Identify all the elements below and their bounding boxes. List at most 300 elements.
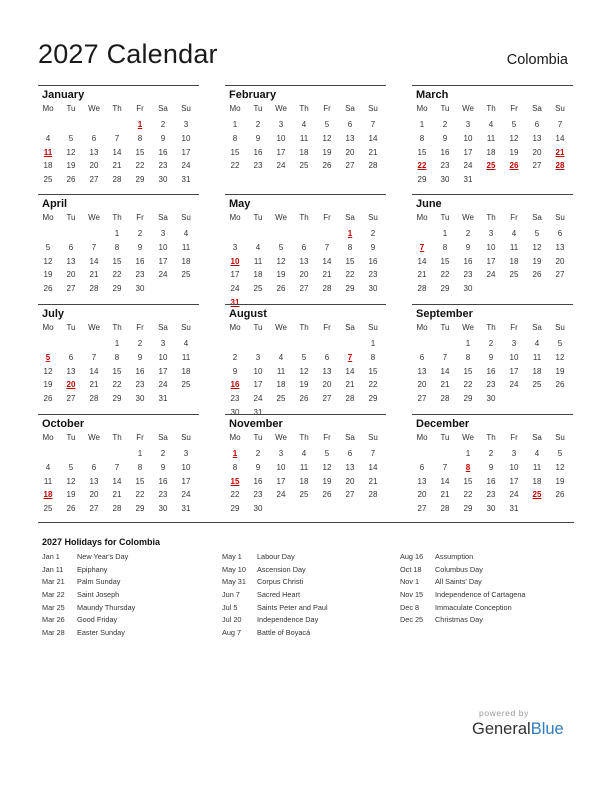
calendar-day: 26 [66, 504, 76, 514]
calendar-day: 5 [557, 449, 563, 458]
holiday-name: Assumption [435, 552, 474, 561]
weekday-label: Sa [345, 104, 355, 113]
calendar-day: 27 [532, 161, 542, 171]
calendar-day: 2 [488, 339, 494, 348]
calendar-day: 3 [183, 120, 189, 129]
calendar-day: 14 [112, 147, 122, 157]
calendar-day: 27 [417, 394, 427, 404]
calendar-day: 5 [45, 242, 51, 252]
weekday-label: Su [368, 323, 378, 332]
calendar-day: 11 [299, 462, 309, 472]
calendar-day: 14 [368, 133, 378, 143]
calendar-day: 30 [253, 504, 263, 514]
calendar-day: 7 [442, 462, 448, 472]
divider [38, 522, 574, 523]
calendar-day: 14 [322, 256, 332, 266]
holiday-date: Aug 7 [222, 628, 242, 638]
calendar-day: 6 [68, 242, 74, 252]
calendar-day: 3 [511, 339, 517, 348]
calendar-day: 18 [509, 256, 519, 266]
calendar-day: 14 [112, 476, 122, 486]
holiday-day: 1 [232, 449, 238, 458]
calendar-day: 29 [345, 284, 355, 294]
calendar-day: 28 [368, 161, 378, 171]
calendar-day: 21 [440, 490, 450, 500]
weekday-label: Su [181, 104, 191, 113]
calendar-day: 1 [370, 339, 376, 348]
calendar-day: 4 [534, 449, 540, 458]
weekday-label: We [462, 323, 474, 332]
holiday-date: Jun 7 [222, 590, 240, 600]
weekday-label: Tu [440, 104, 450, 113]
holiday-day: 18 [43, 490, 53, 500]
month-june [412, 194, 573, 299]
calendar-day: 10 [181, 133, 191, 143]
calendar-day: 20 [89, 490, 99, 500]
calendar-day: 9 [160, 462, 166, 472]
calendar-day: 3 [255, 352, 261, 362]
calendar-day: 2 [137, 229, 143, 238]
calendar-day: 22 [345, 270, 355, 280]
calendar-day: 27 [66, 394, 76, 404]
weekday-label: Fr [323, 433, 331, 442]
calendar-day: 20 [555, 256, 565, 266]
weekday-label: Sa [532, 433, 542, 442]
weekday-label: Sa [345, 433, 355, 442]
calendar-day: 8 [232, 462, 238, 472]
weekday-label: Su [555, 433, 565, 442]
calendar-day: 13 [345, 462, 355, 472]
calendar-day: 28 [112, 504, 122, 514]
weekday-label: Fr [323, 104, 331, 113]
holiday-name: Saints Peter and Paul [257, 602, 328, 612]
weekday-label: Tu [66, 323, 76, 332]
calendar-day: 5 [68, 462, 74, 472]
calendar-day: 12 [555, 462, 565, 472]
calendar-day: 6 [347, 449, 353, 458]
weekday-label: Sa [345, 213, 355, 222]
calendar-day: 16 [158, 476, 168, 486]
month-divider [412, 304, 573, 305]
month-name: February [229, 89, 277, 101]
calendar-day: 5 [324, 449, 330, 458]
weekday-label: Th [486, 213, 496, 222]
calendar-day: 24 [230, 284, 240, 294]
weekday-label: We [275, 104, 287, 113]
weekday-label: Th [486, 323, 496, 332]
calendar-day: 17 [463, 147, 473, 157]
calendar-day: 4 [278, 352, 284, 362]
calendar-day: 26 [43, 394, 53, 404]
calendar-day: 12 [43, 366, 53, 376]
calendar-day: 19 [509, 147, 519, 157]
holiday-name: Corpus Christi [257, 577, 304, 587]
weekday-label: Tu [440, 213, 450, 222]
calendar-day: 22 [230, 490, 240, 500]
month-name: May [229, 198, 251, 210]
holiday-date: Oct 18 [400, 564, 422, 574]
calendar-day: 12 [276, 256, 286, 266]
calendar-day: 16 [440, 147, 450, 157]
weekday-label: We [275, 323, 287, 332]
calendar-day: 21 [112, 490, 122, 500]
calendar-day: 11 [532, 462, 542, 472]
weekday-label: Fr [136, 323, 144, 332]
calendar-day: 25 [43, 504, 53, 514]
weekday-label: We [88, 433, 100, 442]
weekday-label: Th [112, 213, 122, 222]
calendar-day: 2 [232, 352, 238, 362]
month-divider [225, 414, 386, 415]
calendar-day: 20 [66, 270, 76, 280]
calendar-day: 4 [45, 462, 51, 472]
calendar-day: 19 [66, 161, 76, 171]
weekday-label: Sa [532, 323, 542, 332]
weekday-label: Mo [229, 213, 241, 222]
calendar-day: 22 [440, 270, 450, 280]
calendar-day: 6 [419, 462, 425, 472]
page-title: 2027 Calendar [38, 39, 218, 69]
calendar-day: 3 [232, 242, 238, 252]
calendar-day: 7 [370, 449, 376, 458]
weekday-label: Sa [158, 323, 168, 332]
holiday-date: Jul 5 [222, 602, 238, 612]
calendar-day: 6 [91, 462, 97, 472]
calendar-day: 25 [43, 175, 53, 185]
calendar-day: 14 [555, 133, 565, 143]
calendar-day: 11 [43, 476, 53, 486]
weekday-label: Tu [253, 104, 263, 113]
calendar-day: 23 [135, 270, 145, 280]
calendar-day: 2 [488, 449, 494, 458]
calendar-day: 25 [181, 380, 191, 390]
calendar-day: 8 [442, 242, 448, 252]
calendar-day: 2 [465, 229, 471, 238]
weekday-label: Mo [416, 213, 428, 222]
calendar-day: 9 [160, 133, 166, 143]
calendar-day: 9 [137, 352, 143, 362]
calendar-day: 25 [299, 161, 309, 171]
calendar-day: 2 [255, 449, 261, 458]
weekday-label: Mo [229, 323, 241, 332]
calendar-day: 31 [181, 504, 191, 514]
weekday-label: We [275, 213, 287, 222]
weekday-label: Su [368, 433, 378, 442]
calendar-day: 31 [509, 504, 519, 514]
calendar-day: 15 [112, 256, 122, 266]
calendar-day: 17 [158, 256, 168, 266]
calendar-day: 20 [89, 161, 99, 171]
calendar-day: 21 [89, 380, 99, 390]
month-divider [38, 304, 199, 305]
weekday-label: Mo [416, 323, 428, 332]
calendar-day: 10 [486, 242, 496, 252]
calendar-day: 14 [345, 366, 355, 376]
calendar-day: 15 [463, 366, 473, 376]
holiday-name: Epiphany [77, 564, 108, 574]
calendar-day: 31 [181, 175, 191, 185]
weekday-label: Tu [253, 213, 263, 222]
calendar-day: 16 [463, 256, 473, 266]
holiday-name: Palm Sunday [77, 577, 121, 587]
calendar-day: 2 [370, 229, 376, 238]
calendar-day: 17 [158, 366, 168, 376]
calendar-day: 25 [532, 380, 542, 390]
calendar-day: 24 [509, 380, 519, 390]
calendar-day: 26 [322, 490, 332, 500]
calendar-day: 27 [89, 504, 99, 514]
weekday-label: Fr [136, 104, 144, 113]
holiday-name: All Saints' Day [435, 577, 482, 587]
weekday-label: We [88, 213, 100, 222]
weekday-label: Fr [510, 323, 518, 332]
weekday-label: Sa [532, 104, 542, 113]
calendar-day: 21 [345, 380, 355, 390]
holiday-date: Mar 26 [42, 615, 65, 625]
month-september [412, 304, 573, 409]
holiday-day: 1 [347, 229, 353, 238]
calendar-day: 3 [278, 449, 284, 458]
calendar-day: 17 [509, 366, 519, 376]
holiday-day: 20 [66, 380, 76, 390]
calendar-day: 10 [253, 366, 263, 376]
holiday-name: Ascension Day [257, 564, 306, 574]
calendar-day: 1 [465, 449, 471, 458]
calendar-day: 26 [555, 490, 565, 500]
calendar-day: 8 [137, 133, 143, 143]
calendar-day: 9 [370, 242, 376, 252]
calendar-day: 9 [255, 133, 261, 143]
month-divider [412, 414, 573, 415]
calendar-day: 11 [181, 242, 191, 252]
calendar-day: 20 [322, 380, 332, 390]
holiday-name: Independence Day [257, 615, 319, 625]
weekday-label: Mo [416, 433, 428, 442]
weekday-label: Tu [66, 213, 76, 222]
calendar-day: 9 [488, 462, 494, 472]
weekday-label: Sa [345, 323, 355, 332]
calendar-day: 21 [417, 270, 427, 280]
calendar-day: 5 [301, 352, 307, 362]
calendar-day: 15 [417, 147, 427, 157]
calendar-day: 6 [534, 120, 540, 129]
calendar-day: 11 [299, 133, 309, 143]
calendar-day: 7 [370, 120, 376, 129]
weekday-label: Su [368, 213, 378, 222]
weekday-label: Su [555, 213, 565, 222]
calendar-day: 18 [276, 380, 286, 390]
month-name: June [416, 198, 442, 210]
calendar-day: 10 [158, 352, 168, 362]
calendar-day: 6 [68, 352, 74, 362]
holiday-date: Aug 16 [400, 552, 424, 561]
weekday-label: Fr [510, 433, 518, 442]
calendar-day: 24 [276, 490, 286, 500]
calendar-day: 2 [255, 120, 261, 129]
weekday-label: Mo [42, 323, 54, 332]
weekday-label: Fr [510, 213, 518, 222]
weekday-label: Th [299, 323, 309, 332]
calendar-day: 12 [43, 256, 53, 266]
calendar-day: 13 [66, 256, 76, 266]
calendar-day: 31 [253, 408, 263, 417]
country-name: Colombia [506, 52, 568, 68]
calendar-day: 19 [43, 380, 53, 390]
calendar-day: 22 [463, 490, 473, 500]
holiday-date: Nov 15 [400, 590, 424, 600]
calendar-day: 1 [232, 120, 238, 129]
calendar-day: 3 [183, 449, 189, 458]
calendar-day: 8 [465, 352, 471, 362]
calendar-day: 12 [66, 476, 76, 486]
calendar-day: 5 [557, 339, 563, 348]
month-name: August [229, 308, 267, 320]
calendar-day: 15 [345, 256, 355, 266]
calendar-day: 11 [486, 133, 496, 143]
calendar-day: 7 [114, 133, 120, 143]
weekday-label: Mo [229, 433, 241, 442]
calendar-day: 22 [463, 380, 473, 390]
calendar-day: 28 [89, 284, 99, 294]
calendar-day: 25 [299, 490, 309, 500]
calendar-day: 22 [112, 270, 122, 280]
calendar-day: 12 [532, 242, 542, 252]
calendar-day: 30 [368, 284, 378, 294]
calendar-day: 8 [419, 133, 425, 143]
month-name: January [42, 89, 85, 101]
weekday-label: Tu [440, 433, 450, 442]
calendar-day: 3 [278, 120, 284, 129]
holiday-date: Mar 28 [42, 628, 65, 638]
calendar-day: 1 [114, 339, 120, 348]
weekday-label: We [462, 433, 474, 442]
weekday-label: Su [181, 213, 191, 222]
month-divider [225, 304, 386, 305]
calendar-day: 19 [532, 256, 542, 266]
holiday-date: Mar 22 [42, 590, 65, 600]
calendar-day: 4 [301, 449, 307, 458]
calendar-day: 23 [368, 270, 378, 280]
holiday-date: May 10 [222, 564, 246, 574]
calendar-day: 8 [370, 352, 376, 362]
calendar-day: 29 [463, 394, 473, 404]
calendar-day: 18 [532, 476, 542, 486]
calendar-day: 26 [555, 380, 565, 390]
holiday-day: 7 [347, 352, 353, 362]
calendar-day: 28 [322, 284, 332, 294]
calendar-day: 6 [91, 133, 97, 143]
calendar-day: 20 [532, 147, 542, 157]
calendar-day: 16 [368, 256, 378, 266]
weekday-label: Fr [323, 213, 331, 222]
calendar-day: 23 [135, 380, 145, 390]
calendar-day: 18 [532, 366, 542, 376]
calendar-day: 13 [345, 133, 355, 143]
calendar-day: 11 [509, 242, 519, 252]
weekday-label: We [88, 323, 100, 332]
calendar-day: 6 [347, 120, 353, 129]
weekday-label: Tu [253, 433, 263, 442]
calendar-day: 28 [89, 394, 99, 404]
holiday-name: Maundy Thursday [77, 602, 136, 612]
calendar-day: 23 [253, 490, 263, 500]
holiday-date: May 1 [222, 552, 242, 561]
calendar-day: 23 [440, 161, 450, 171]
calendar-day: 15 [135, 476, 145, 486]
calendar-day: 23 [486, 380, 496, 390]
weekday-label: Th [299, 104, 309, 113]
holiday-date: Mar 21 [42, 577, 65, 587]
calendar-day: 13 [89, 147, 99, 157]
calendar-day: 9 [137, 242, 143, 252]
weekday-label: Sa [158, 213, 168, 222]
calendar-day: 15 [440, 256, 450, 266]
calendar-day: 3 [488, 229, 494, 238]
holiday-day: 11 [43, 147, 53, 157]
calendar-day: 12 [322, 133, 332, 143]
calendar-day: 15 [135, 147, 145, 157]
weekday-label: Tu [253, 323, 263, 332]
calendar-day: 17 [181, 147, 191, 157]
calendar-day: 18 [181, 366, 191, 376]
calendar-day: 6 [419, 352, 425, 362]
calendar-day: 25 [509, 270, 519, 280]
calendar-day: 31 [158, 394, 168, 404]
calendar-day: 23 [230, 394, 240, 404]
calendar-day: 11 [253, 256, 263, 266]
calendar-day: 17 [276, 476, 286, 486]
month-divider [225, 194, 386, 195]
month-name: April [42, 198, 68, 210]
calendar-day: 2 [160, 120, 166, 129]
holiday-day: 7 [419, 242, 425, 252]
month-december [412, 414, 573, 519]
weekday-label: Mo [42, 104, 54, 113]
calendar-day: 27 [299, 284, 309, 294]
calendar-day: 29 [112, 394, 122, 404]
weekday-label: Sa [158, 104, 168, 113]
weekday-label: Su [555, 323, 565, 332]
weekday-label: Th [112, 104, 122, 113]
calendar-day: 12 [66, 147, 76, 157]
weekday-label: Su [555, 104, 565, 113]
weekday-label: Mo [229, 104, 241, 113]
calendar-day: 17 [181, 476, 191, 486]
calendar-day: 21 [368, 147, 378, 157]
calendar-day: 24 [486, 270, 496, 280]
calendar-day: 1 [419, 120, 425, 129]
holiday-date: Jul 20 [222, 615, 242, 625]
calendar-day: 16 [486, 476, 496, 486]
calendar-day: 23 [463, 270, 473, 280]
brand-logo[interactable] [472, 720, 564, 739]
calendar-day: 1 [442, 229, 448, 238]
month-march [412, 85, 573, 190]
calendar-day: 31 [463, 175, 473, 185]
calendar-day: 13 [299, 256, 309, 266]
holiday-day: 25 [532, 490, 542, 500]
month-name: July [42, 308, 65, 320]
calendar-day: 8 [114, 242, 120, 252]
month-divider [38, 85, 199, 86]
holiday-day: 26 [509, 161, 519, 171]
calendar-day: 5 [324, 120, 330, 129]
calendar-day: 27 [322, 394, 332, 404]
calendar-day: 1 [114, 229, 120, 238]
calendar-day: 3 [160, 339, 166, 348]
calendar-day: 29 [463, 504, 473, 514]
calendar-day: 30 [463, 284, 473, 294]
